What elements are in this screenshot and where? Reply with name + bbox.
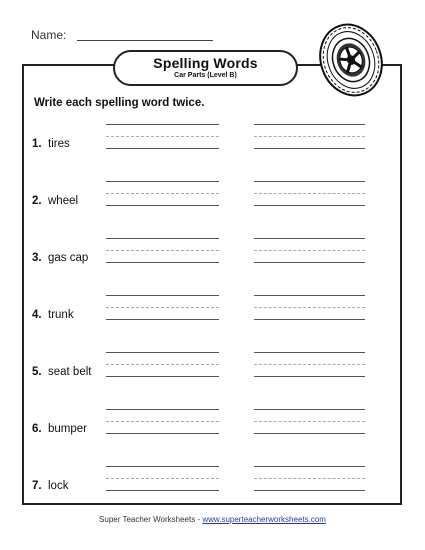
writing-line-second bbox=[254, 478, 365, 479]
writing-line-second[interactable] bbox=[254, 319, 365, 320]
tire-icon bbox=[306, 20, 396, 100]
word-row bbox=[0, 409, 425, 449]
footer-link[interactable]: www.superteacherworksheets.com bbox=[202, 515, 326, 524]
title-box bbox=[113, 50, 298, 86]
writing-line-second bbox=[254, 250, 365, 251]
writing-line-first bbox=[106, 307, 219, 308]
writing-line-second[interactable] bbox=[254, 433, 365, 434]
word-number: 7. bbox=[32, 480, 42, 492]
name-line[interactable] bbox=[77, 40, 213, 41]
word-number: 3. bbox=[32, 252, 42, 264]
word-number: 4. bbox=[32, 309, 42, 321]
writing-line-first bbox=[106, 409, 219, 410]
word-number: 5. bbox=[32, 366, 42, 378]
instructions: Write each spelling word twice. bbox=[34, 97, 205, 109]
writing-line-second bbox=[254, 136, 365, 137]
writing-line-second[interactable] bbox=[254, 490, 365, 491]
word-row bbox=[0, 238, 425, 278]
writing-line-first bbox=[106, 238, 219, 239]
writing-line-second[interactable] bbox=[254, 376, 365, 377]
writing-line-first bbox=[106, 352, 219, 353]
writing-line-second bbox=[254, 409, 365, 410]
writing-line-second bbox=[254, 124, 365, 125]
writing-line-first[interactable] bbox=[106, 205, 219, 206]
word-text: trunk bbox=[48, 309, 74, 321]
writing-line-first bbox=[106, 421, 219, 422]
writing-line-second bbox=[254, 466, 365, 467]
word-text: lock bbox=[48, 480, 69, 492]
writing-line-second bbox=[254, 295, 365, 296]
name-label: Name: bbox=[31, 28, 67, 42]
word-text: wheel bbox=[48, 195, 79, 207]
writing-line-second[interactable] bbox=[254, 148, 365, 149]
writing-line-first bbox=[106, 364, 219, 365]
writing-line-first[interactable] bbox=[106, 376, 219, 377]
footer bbox=[0, 515, 425, 524]
writing-line-second bbox=[254, 193, 365, 194]
word-number: 2. bbox=[32, 195, 42, 207]
title-main: Spelling Words bbox=[153, 55, 258, 71]
writing-line-first bbox=[106, 136, 219, 137]
writing-line-first[interactable] bbox=[106, 148, 219, 149]
title-sub: Car Parts (Level B) bbox=[174, 72, 237, 79]
writing-line-first bbox=[106, 478, 219, 479]
writing-line-first bbox=[106, 250, 219, 251]
word-row bbox=[0, 181, 425, 221]
writing-line-first bbox=[106, 295, 219, 296]
writing-line-first[interactable] bbox=[106, 433, 219, 434]
word-number: 1. bbox=[32, 138, 42, 150]
writing-line-second bbox=[254, 181, 365, 182]
word-row bbox=[0, 466, 425, 506]
word-number: 6. bbox=[32, 423, 42, 435]
writing-line-second bbox=[254, 238, 365, 239]
writing-line-second bbox=[254, 307, 365, 308]
writing-line-first bbox=[106, 466, 219, 467]
word-text: bumper bbox=[48, 423, 87, 435]
writing-line-first bbox=[106, 193, 219, 194]
writing-line-second bbox=[254, 421, 365, 422]
writing-line-second bbox=[254, 364, 365, 365]
writing-line-second bbox=[254, 352, 365, 353]
word-row bbox=[0, 124, 425, 164]
writing-line-first[interactable] bbox=[106, 490, 219, 491]
footer-text: Super Teacher Worksheets - bbox=[99, 515, 203, 524]
writing-line-second[interactable] bbox=[254, 262, 365, 263]
writing-line-second[interactable] bbox=[254, 205, 365, 206]
writing-line-first bbox=[106, 181, 219, 182]
word-row bbox=[0, 352, 425, 392]
word-text: tires bbox=[48, 138, 70, 150]
writing-line-first[interactable] bbox=[106, 262, 219, 263]
writing-line-first bbox=[106, 124, 219, 125]
word-text: seat belt bbox=[48, 366, 92, 378]
writing-line-first[interactable] bbox=[106, 319, 219, 320]
word-row bbox=[0, 295, 425, 335]
word-text: gas cap bbox=[48, 252, 89, 264]
